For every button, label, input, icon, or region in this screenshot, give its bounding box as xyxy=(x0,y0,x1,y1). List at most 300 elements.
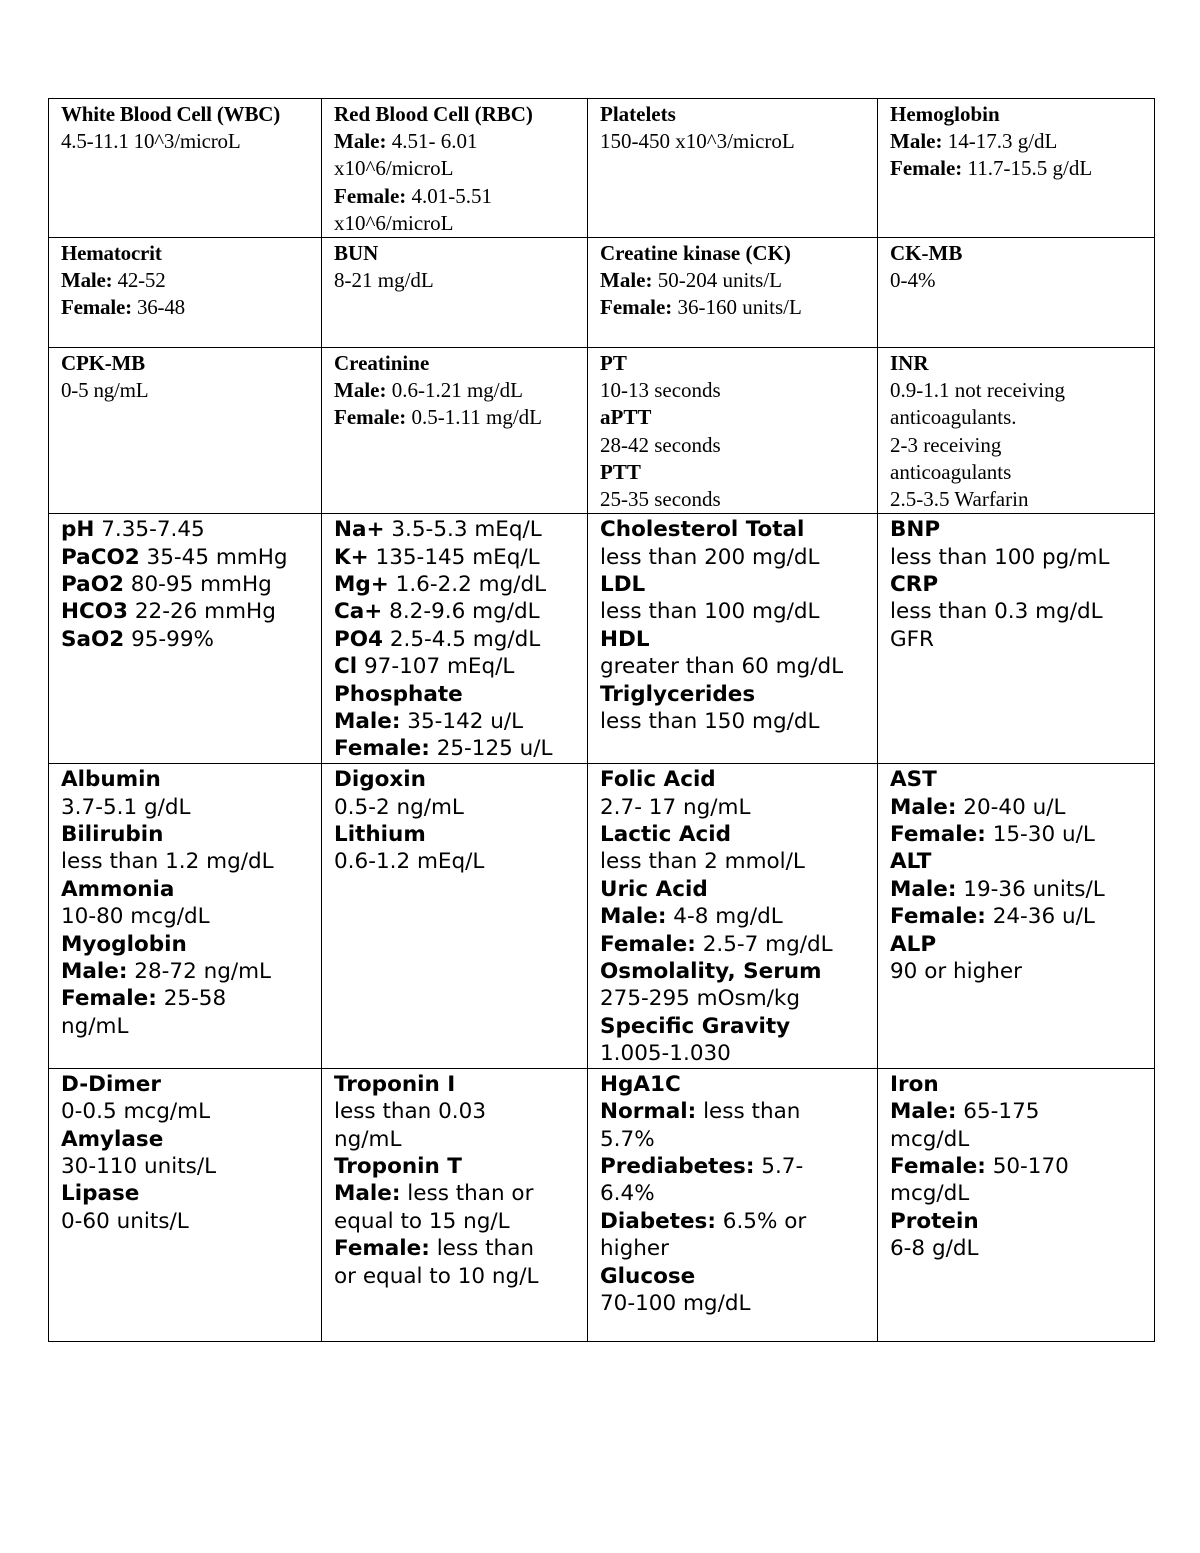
lab-test-label: INR xyxy=(890,351,929,376)
lab-reference-value: 5.7% xyxy=(600,1126,655,1152)
cell-line xyxy=(334,267,581,294)
cell-line xyxy=(600,903,871,930)
lab-reference-value: 25-58 xyxy=(156,986,227,1012)
lab-test-label: Osmolality, Serum xyxy=(600,959,822,985)
lab-reference-value: equal to 15 ng/L xyxy=(334,1208,510,1234)
lab-test-label: BUN xyxy=(334,241,379,266)
lab-test-label: Mg+ xyxy=(334,572,389,598)
lab-test-label: Lithium xyxy=(334,822,426,848)
lab-test-label: White Blood Cell (WBC) xyxy=(61,102,281,126)
lab-reference-value: 28-72 ng/mL xyxy=(127,959,272,985)
lab-test-label: Troponin I xyxy=(334,1071,456,1097)
lab-test-label: Amylase xyxy=(61,1126,164,1152)
lab-reference-value: 28-42 seconds xyxy=(600,432,721,457)
lab-reference-value: less than 100 mg/dL xyxy=(600,599,820,625)
lab-test-label: HCO3 xyxy=(61,599,129,625)
lab-test-label: Myoglobin xyxy=(61,931,187,957)
lab-reference-value: less than xyxy=(429,1236,534,1262)
cell-line xyxy=(61,931,315,958)
cell-line xyxy=(890,571,1148,598)
cell-line xyxy=(334,1263,581,1290)
cell-line xyxy=(334,1208,581,1235)
lab-reference-value: 30-110 units/L xyxy=(61,1153,217,1179)
lab-test-label: Phosphate xyxy=(334,681,463,707)
lab-reference-value: 70-100 mg/dL xyxy=(600,1290,751,1316)
lab-reference-value: 150-450 x10^3/microL xyxy=(600,129,795,154)
cell-line xyxy=(334,821,581,848)
lab-test-label: Female: xyxy=(334,736,430,762)
lab-reference-value: 4.51- 6.01 xyxy=(386,129,478,154)
lab-test-label: AST xyxy=(890,767,937,793)
table-row xyxy=(49,348,1155,514)
lab-test-label: PT xyxy=(600,351,627,376)
lab-test-label: CRP xyxy=(890,572,939,598)
lab-reference-value: 14-17.3 g/dL xyxy=(942,129,1058,154)
lab-test-label: PaCO2 xyxy=(61,544,140,570)
cell-line xyxy=(600,626,871,653)
cell-line xyxy=(600,1290,871,1317)
lab-reference-value: less than 2 mmol/L xyxy=(600,849,805,875)
lab-reference-value: greater than 60 mg/dL xyxy=(600,654,844,680)
lab-test-label: Platelets xyxy=(600,102,676,126)
cell-line xyxy=(61,571,315,598)
cell-line xyxy=(334,516,581,543)
table-row xyxy=(49,99,1155,238)
cell-line xyxy=(600,958,871,985)
lab-test-label: Female: xyxy=(890,156,963,181)
lab-reference-value: 4.5-11.1 10^3/microL xyxy=(61,129,241,154)
cell-line xyxy=(334,350,581,377)
lab-test-label: Female: xyxy=(890,822,986,848)
cell-line xyxy=(334,1126,581,1153)
lab-reference-value: 25-35 seconds xyxy=(600,487,721,512)
cell-line xyxy=(61,240,315,267)
lab-test-label: Red Blood Cell (RBC) xyxy=(334,102,533,126)
lab-reference-value: 1.005-1.030 xyxy=(600,1041,731,1067)
lab-reference-value: 90 or higher xyxy=(890,959,1022,985)
cell-line xyxy=(334,544,581,571)
lab-test-label: Creatinine xyxy=(334,351,430,376)
lab-test-label: Female: xyxy=(61,295,132,320)
cell-line xyxy=(890,404,1148,431)
lab-test-label: Normal: xyxy=(600,1099,697,1125)
cell-line xyxy=(61,128,315,155)
lab-reference-value: 10-13 seconds xyxy=(600,378,721,403)
lab-test-label: HgA1C xyxy=(600,1071,681,1097)
lab-reference-value: ng/mL xyxy=(61,1013,129,1039)
cell-line xyxy=(334,626,581,653)
cell-line xyxy=(890,544,1148,571)
lab-reference-value: 8-21 mg/dL xyxy=(334,268,434,293)
cell-line xyxy=(334,101,581,128)
lab-values-table xyxy=(48,98,1155,1342)
lab-test-label: SaO2 xyxy=(61,626,125,652)
lab-reference-value: or equal to 10 ng/L xyxy=(334,1263,539,1289)
lab-reference-value: 3.7-5.1 g/dL xyxy=(61,794,191,820)
lab-reference-value: 0-60 units/L xyxy=(61,1208,189,1234)
cell-line xyxy=(600,459,871,486)
lab-reference-value: anticoagulants xyxy=(890,459,1012,484)
lab-test-label: Lactic Acid xyxy=(600,822,731,848)
lab-reference-value: less than 0.03 xyxy=(334,1099,487,1125)
cell-line xyxy=(890,598,1148,625)
cell-line xyxy=(334,571,581,598)
lab-test-label: Male: xyxy=(61,268,113,293)
lab-reference-value: higher xyxy=(600,1236,669,1262)
cell-line xyxy=(890,1153,1148,1180)
lab-reference-value: 50-170 xyxy=(985,1153,1069,1179)
lab-reference-value: 20-40 u/L xyxy=(956,794,1066,820)
table-cell xyxy=(322,514,588,764)
cell-line xyxy=(61,626,315,653)
lab-test-label: Female: xyxy=(334,1236,430,1262)
table-cell xyxy=(322,764,588,1068)
lab-reference-value: 25-125 u/L xyxy=(429,736,553,762)
lab-reference-value: 2.7- 17 ng/mL xyxy=(600,794,751,820)
cell-line xyxy=(600,821,871,848)
lab-reference-value: 3.5-5.3 mEq/L xyxy=(384,517,542,543)
lab-test-label: Iron xyxy=(890,1071,939,1097)
cell-line xyxy=(890,267,1148,294)
lab-reference-value: 42-52 xyxy=(112,268,166,293)
lab-reference-value: 80-95 mmHg xyxy=(123,572,272,598)
cell-line xyxy=(61,1071,315,1098)
lab-reference-value: 0.5-2 ng/mL xyxy=(334,794,464,820)
lab-reference-value: 6.4% xyxy=(600,1181,655,1207)
cell-line xyxy=(334,1098,581,1125)
table-cell xyxy=(878,1068,1155,1341)
lab-test-label: Prediabetes: xyxy=(600,1153,755,1179)
lab-test-label: Triglycerides xyxy=(600,681,756,707)
lab-values-body xyxy=(49,99,1155,1342)
cell-line xyxy=(600,516,871,543)
lab-reference-value: less than xyxy=(696,1099,801,1125)
cell-line xyxy=(334,1071,581,1098)
cell-line xyxy=(600,544,871,571)
cell-line xyxy=(890,459,1148,486)
cell-line xyxy=(600,294,871,321)
lab-test-label: Male: xyxy=(890,129,943,154)
cell-line xyxy=(600,598,871,625)
table-cell xyxy=(322,238,588,348)
lab-reference-value: 0.6-1.2 mEq/L xyxy=(334,849,485,875)
lab-reference-value: 15-30 u/L xyxy=(985,822,1095,848)
lab-test-label: HDL xyxy=(600,626,650,652)
cell-line xyxy=(61,794,315,821)
cell-line xyxy=(61,294,315,321)
cell-line xyxy=(600,377,871,404)
lab-test-label: Cholesterol Total xyxy=(600,517,805,543)
cell-line xyxy=(890,155,1148,182)
lab-test-label: Female: xyxy=(890,1153,986,1179)
cell-line xyxy=(890,1071,1148,1098)
cell-line xyxy=(61,876,315,903)
lab-reference-value: 22-26 mmHg xyxy=(128,599,276,625)
lab-reference-value: 1.6-2.2 mg/dL xyxy=(388,572,547,598)
lab-reference-value: 95-99% xyxy=(124,626,214,652)
table-cell xyxy=(588,1068,878,1341)
cell-line xyxy=(61,377,315,404)
cell-line xyxy=(890,240,1148,267)
cell-line xyxy=(61,1098,315,1125)
lab-test-label: LDL xyxy=(600,572,646,598)
lab-reference-value: 24-36 u/L xyxy=(985,904,1095,930)
lab-reference-value: 50-204 units/L xyxy=(652,268,782,293)
cell-line xyxy=(600,848,871,875)
lab-reference-value: mcg/dL xyxy=(890,1181,970,1207)
lab-test-label: Protein xyxy=(890,1208,979,1234)
cell-line xyxy=(334,155,581,182)
table-cell xyxy=(49,238,322,348)
table-row xyxy=(49,514,1155,764)
cell-line xyxy=(890,377,1148,404)
lab-test-label: Bilirubin xyxy=(61,822,164,848)
lab-reference-value: 11.7-15.5 g/dL xyxy=(962,156,1093,181)
cell-line xyxy=(334,598,581,625)
lab-test-label: Hematocrit xyxy=(61,241,162,266)
lab-test-label: Ca+ xyxy=(334,599,383,625)
lab-reference-value: 36-48 xyxy=(131,295,185,320)
cell-line xyxy=(334,210,581,237)
table-cell xyxy=(322,348,588,514)
lab-reference-value: 10-80 mcg/dL xyxy=(61,904,210,930)
lab-reference-value: 4.01-5.51 xyxy=(406,183,493,208)
cell-line xyxy=(61,848,315,875)
cell-line xyxy=(334,1180,581,1207)
cell-line xyxy=(890,794,1148,821)
cell-line xyxy=(600,876,871,903)
cell-line xyxy=(61,1208,315,1235)
lab-test-label: Female: xyxy=(600,295,673,320)
cell-line xyxy=(600,1208,871,1235)
cell-line xyxy=(600,931,871,958)
lab-test-label: K+ xyxy=(334,544,369,570)
lab-test-label: Cl xyxy=(334,654,358,680)
lab-test-label: ALT xyxy=(890,849,932,875)
cell-line xyxy=(61,1013,315,1040)
lab-test-label: Albumin xyxy=(61,767,161,793)
lab-reference-value: 0-0.5 mcg/mL xyxy=(61,1099,211,1125)
cell-line xyxy=(890,876,1148,903)
cell-line xyxy=(890,1098,1148,1125)
cell-line xyxy=(334,183,581,210)
lab-test-label: Male: xyxy=(600,268,653,293)
cell-line xyxy=(600,267,871,294)
cell-line xyxy=(61,544,315,571)
lab-test-label: Glucose xyxy=(600,1263,696,1289)
lab-test-label: Male: xyxy=(334,378,387,403)
table-cell xyxy=(49,1068,322,1341)
cell-line xyxy=(890,516,1148,543)
cell-line xyxy=(890,1180,1148,1207)
cell-line xyxy=(61,985,315,1012)
cell-line xyxy=(334,848,581,875)
cell-line xyxy=(890,626,1148,653)
cell-line xyxy=(600,1040,871,1067)
lab-reference-value: 275-295 mOsm/kg xyxy=(600,986,801,1012)
cell-line xyxy=(600,766,871,793)
lab-test-label: CK-MB xyxy=(890,241,963,266)
lab-reference-value: 97-107 mEq/L xyxy=(357,654,515,680)
table-cell xyxy=(49,99,322,238)
lab-reference-value: less than 200 mg/dL xyxy=(600,544,820,570)
lab-test-label: Troponin T xyxy=(334,1153,462,1179)
cell-line xyxy=(600,1180,871,1207)
cell-line xyxy=(600,486,871,513)
cell-line xyxy=(61,516,315,543)
cell-line xyxy=(600,1098,871,1125)
lab-test-label: Female: xyxy=(600,931,696,957)
cell-line xyxy=(890,766,1148,793)
lab-test-label: aPTT xyxy=(600,405,652,430)
lab-reference-value: 4-8 mg/dL xyxy=(666,904,783,930)
lab-reference-value: 65-175 xyxy=(956,1099,1040,1125)
lab-test-label: Digoxin xyxy=(334,767,426,793)
cell-line xyxy=(890,931,1148,958)
cell-line xyxy=(61,766,315,793)
lab-test-label: Uric Acid xyxy=(600,876,708,902)
cell-line xyxy=(600,101,871,128)
cell-line xyxy=(600,1235,871,1262)
cell-line xyxy=(600,571,871,598)
cell-line xyxy=(334,653,581,680)
table-cell xyxy=(588,514,878,764)
table-cell xyxy=(49,514,322,764)
cell-line xyxy=(334,404,581,431)
cell-line xyxy=(334,240,581,267)
lab-reference-value: 8.2-9.6 mg/dL xyxy=(382,599,540,625)
lab-test-label: Male: xyxy=(334,129,387,154)
cell-line xyxy=(890,821,1148,848)
lab-reference-value: 6.5% or xyxy=(715,1208,807,1234)
table-cell xyxy=(878,238,1155,348)
cell-line xyxy=(61,101,315,128)
cell-line xyxy=(61,350,315,377)
table-cell xyxy=(322,1068,588,1341)
cell-line xyxy=(890,903,1148,930)
lab-reference-value: 36-160 units/L xyxy=(672,295,802,320)
cell-line xyxy=(890,128,1148,155)
cell-line xyxy=(890,101,1148,128)
cell-line xyxy=(890,848,1148,875)
cell-line xyxy=(600,681,871,708)
lab-reference-value: 7.35-7.45 xyxy=(94,517,205,543)
cell-line xyxy=(600,404,871,431)
lab-test-label: PaO2 xyxy=(61,572,124,598)
lab-test-label: ALP xyxy=(890,931,937,957)
cell-line xyxy=(600,794,871,821)
cell-line xyxy=(600,1263,871,1290)
lab-test-label: Male: xyxy=(890,1099,957,1125)
cell-line xyxy=(600,128,871,155)
table-cell xyxy=(878,514,1155,764)
lab-reference-value: less than 1.2 mg/dL xyxy=(61,849,274,875)
cell-line xyxy=(890,1208,1148,1235)
lab-reference-value: ng/mL xyxy=(334,1126,402,1152)
cell-line xyxy=(334,128,581,155)
lab-test-label: Female: xyxy=(890,904,986,930)
lab-test-label: Folic Acid xyxy=(600,767,716,793)
cell-line xyxy=(334,735,581,762)
lab-test-label: Creatine kinase (CK) xyxy=(600,241,791,266)
table-row xyxy=(49,238,1155,348)
cell-line xyxy=(61,267,315,294)
lab-reference-value: 0-5 ng/mL xyxy=(61,378,149,403)
lab-reference-value: less than 150 mg/dL xyxy=(600,709,820,735)
lab-test-label: Lipase xyxy=(61,1181,140,1207)
lab-test-label: Male: xyxy=(890,794,957,820)
cell-line xyxy=(61,821,315,848)
table-row xyxy=(49,1068,1155,1341)
lab-test-label: Hemoglobin xyxy=(890,102,1000,126)
cell-line xyxy=(890,1235,1148,1262)
lab-reference-value: 6-8 g/dL xyxy=(890,1236,979,1262)
lab-reference-value: less than 100 pg/mL xyxy=(890,544,1110,570)
lab-reference-value: less than or xyxy=(400,1181,534,1207)
lab-test-label: Diabetes: xyxy=(600,1208,716,1234)
lab-reference-value: anticoagulants. xyxy=(890,405,1017,430)
lab-test-label: Female: xyxy=(334,405,407,430)
lab-reference-value: mcg/dL xyxy=(890,1126,970,1152)
lab-reference-value: 5.7- xyxy=(754,1153,804,1179)
lab-reference-value: 0-4% xyxy=(890,268,936,293)
cell-line xyxy=(600,350,871,377)
lab-test-label: Specific Gravity xyxy=(600,1013,791,1039)
lab-reference-value: 0.6-1.21 mg/dL xyxy=(386,378,523,403)
cell-line xyxy=(890,432,1148,459)
lab-reference-value: 35-142 u/L xyxy=(400,709,524,735)
cell-line xyxy=(61,1126,315,1153)
cell-line xyxy=(334,794,581,821)
lab-reference-value: 19-36 units/L xyxy=(956,876,1105,902)
lab-reference-value: x10^6/microL xyxy=(334,210,454,235)
lab-test-label: CPK-MB xyxy=(61,351,145,376)
lab-reference-value: 0.9-1.1 not receiving xyxy=(890,378,1065,403)
cell-line xyxy=(61,598,315,625)
cell-line xyxy=(600,1013,871,1040)
cell-line xyxy=(61,903,315,930)
cell-line xyxy=(600,708,871,735)
table-cell xyxy=(588,348,878,514)
table-cell xyxy=(588,238,878,348)
lab-reference-value: 2.5-3.5 Warfarin xyxy=(890,487,1029,512)
cell-line xyxy=(334,1153,581,1180)
lab-test-label: BNP xyxy=(890,517,941,543)
cell-line xyxy=(890,486,1148,513)
lab-test-label: PTT xyxy=(600,459,641,484)
cell-line xyxy=(600,985,871,1012)
lab-test-label: pH xyxy=(61,517,95,543)
lab-test-label: Female: xyxy=(334,183,407,208)
table-cell xyxy=(49,764,322,1068)
table-row xyxy=(49,764,1155,1068)
table-cell xyxy=(878,764,1155,1068)
lab-reference-value: 35-45 mmHg xyxy=(139,544,288,570)
cell-line xyxy=(334,708,581,735)
lab-reference-value: GFR xyxy=(890,626,934,652)
lab-reference-value: 2-3 receiving xyxy=(890,432,1002,457)
cell-line xyxy=(600,1153,871,1180)
lab-reference-value: 2.5-4.5 mg/dL xyxy=(383,626,541,652)
table-cell xyxy=(878,348,1155,514)
cell-line xyxy=(600,240,871,267)
table-cell xyxy=(49,348,322,514)
table-cell xyxy=(588,99,878,238)
cell-line xyxy=(334,377,581,404)
table-cell xyxy=(588,764,878,1068)
cell-line xyxy=(890,1126,1148,1153)
lab-reference-value: 2.5-7 mg/dL xyxy=(695,931,833,957)
